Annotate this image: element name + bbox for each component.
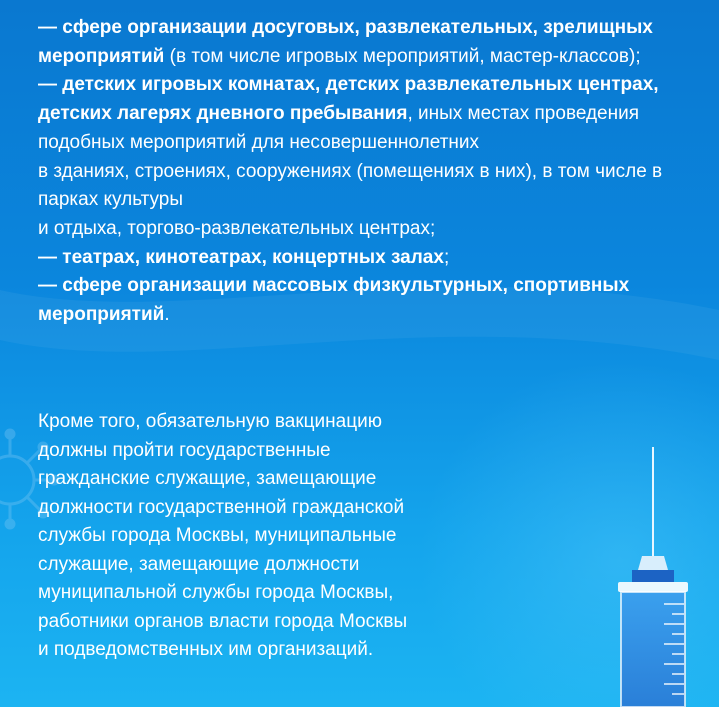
paragraph-line: должности государственной гражданской — [38, 496, 405, 518]
list-item-rest: , иных местах проведения подобных мероприятий для несовершеннолетних — [38, 103, 640, 153]
list-item-continuation: и отдыха, торгово-развлекательных центрах; — [38, 217, 436, 239]
paragraph-line: работники органов власти города Москвы — [38, 610, 408, 632]
list-item-rest: ; — [443, 246, 450, 268]
list-item-bold: театрах, кинотеатрах, концертных залах — [62, 246, 444, 268]
list-item-bold: сфере организации массовых физкультурных, спортивных мероприятий — [38, 275, 630, 326]
venue-list — [38, 14, 698, 330]
list-item-bold: детских игровых комнатах, детских развлекательных центрах, детских лагерях дневного пребывания — [38, 74, 659, 125]
list-item-rest: . — [164, 304, 170, 326]
list-item: — театрах, кинотеатрах, концертных залах; — [38, 246, 450, 268]
vaccination-paragraph — [38, 408, 508, 665]
list-item: — детских игровых комнатах, детских развлекательных центрах, детских лагерях дневного пребывания, иных местах проведения подобных мероприятий для несовершеннолетних — [38, 74, 659, 153]
list-item-continuation: в зданиях, строениях, сооружениях (помещениях в них), в том числе в парках культуры — [38, 160, 663, 211]
text-content — [38, 14, 698, 660]
paragraph-line: служащие, замещающие должности — [38, 553, 360, 575]
paragraph-line: Кроме того, обязательную вакцинацию — [38, 411, 382, 432]
paragraph-line: и подведомственных им организаций. — [38, 639, 374, 660]
list-item-rest: (в том числе игровых мероприятий, мастер-классов); — [164, 45, 641, 67]
paragraph-line: муниципальной службы города Москвы, — [38, 582, 394, 603]
paragraph-line: должны пройти государственные — [38, 439, 331, 461]
list-item: — сфере организации досуговых, развлекательных, зрелищных мероприятий (в том числе игровых мероприятий, мастер-классов); — [38, 17, 653, 67]
list-item: — сфере организации массовых физкультурных, спортивных мероприятий. — [38, 275, 630, 326]
paragraph-line: службы города Москвы, муниципальные — [38, 525, 397, 546]
list-item-bold: сфере организации досуговых, развлекательных, зрелищных мероприятий — [38, 17, 653, 67]
paragraph-line: гражданские служащие, замещающие — [38, 468, 377, 489]
